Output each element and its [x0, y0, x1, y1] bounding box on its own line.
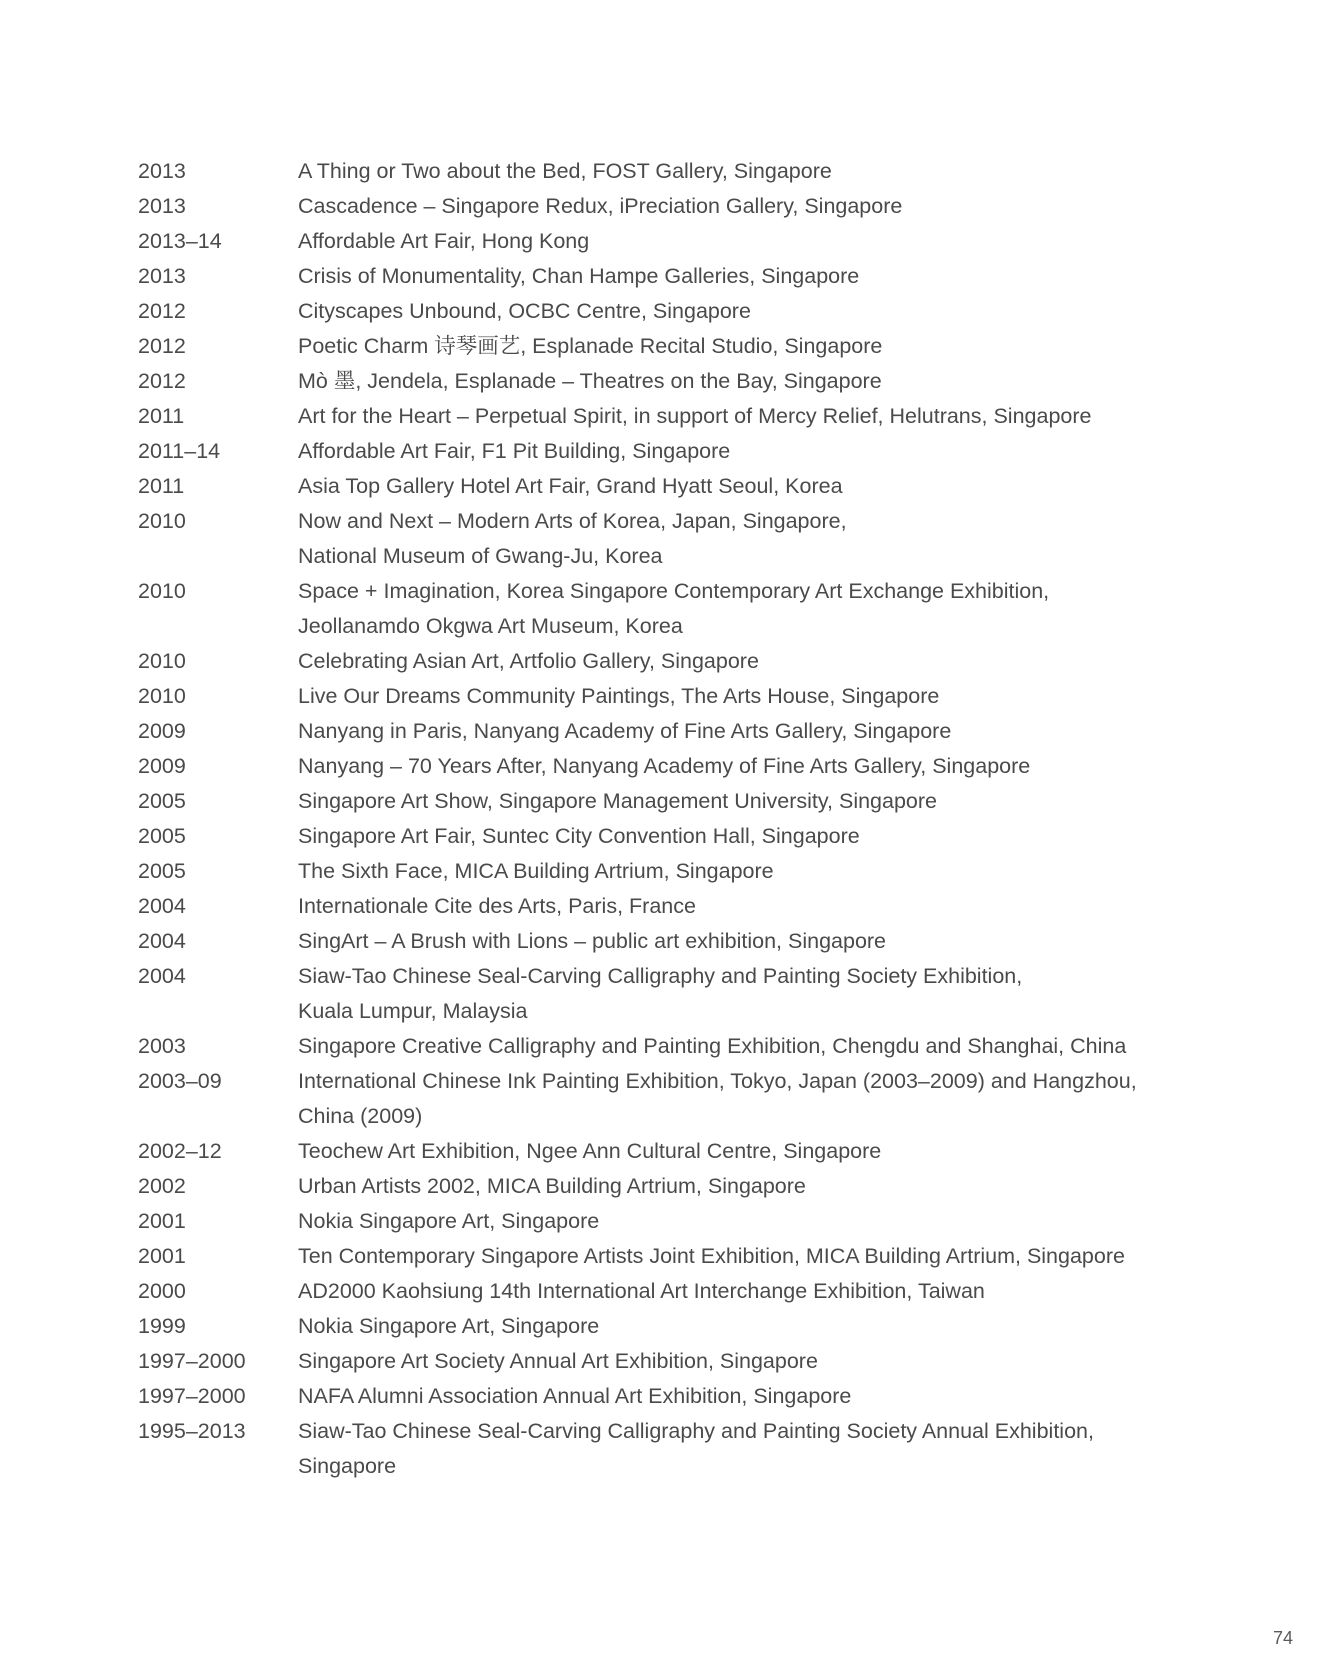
- exhibition-entry: [138, 784, 1198, 819]
- exhibition-description: Singapore Art Fair, Suntec City Convention Hall, Singapore: [298, 824, 860, 848]
- exhibition-description: Cityscapes Unbound, OCBC Centre, Singapore: [298, 299, 751, 323]
- exhibition-year: 2002–12: [138, 1139, 222, 1163]
- exhibition-description: Celebrating Asian Art, Artfolio Gallery, Singapore: [298, 649, 759, 673]
- exhibition-entry: [138, 854, 1198, 889]
- exhibition-description: Internationale Cite des Arts, Paris, France: [298, 894, 696, 918]
- exhibition-year: 1997–2000: [138, 1349, 246, 1373]
- exhibition-year: 2013–14: [138, 229, 222, 253]
- exhibition-description: A Thing or Two about the Bed, FOST Gallery, Singapore: [298, 159, 832, 183]
- exhibition-year: 2012: [138, 299, 186, 323]
- exhibition-year: 2010: [138, 579, 186, 603]
- exhibition-year: 2013: [138, 194, 186, 218]
- exhibition-entry: [138, 329, 1198, 364]
- exhibition-entry: [138, 1169, 1198, 1204]
- exhibition-description: Teochew Art Exhibition, Ngee Ann Cultural Centre, Singapore: [298, 1139, 882, 1163]
- exhibition-description: Cascadence – Singapore Redux, iPreciation Gallery, Singapore: [298, 194, 903, 218]
- exhibition-entry: [138, 889, 1198, 924]
- exhibition-year: 2013: [138, 159, 186, 183]
- exhibition-entry: [138, 1309, 1198, 1344]
- exhibition-year: 2011: [138, 474, 185, 498]
- exhibition-year: 2013: [138, 264, 186, 288]
- exhibition-entry: [138, 1239, 1198, 1274]
- exhibition-entry: [138, 1344, 1198, 1379]
- exhibition-entry: [138, 1029, 1198, 1064]
- exhibition-year: 2005: [138, 789, 186, 813]
- exhibition-year: 2004: [138, 929, 186, 953]
- exhibition-year: 2001: [138, 1209, 186, 1233]
- exhibition-description: Singapore Creative Calligraphy and Painting Exhibition, Chengdu and Shanghai, China: [298, 1034, 1127, 1058]
- exhibition-year: 2001: [138, 1244, 186, 1268]
- exhibition-description: AD2000 Kaohsiung 14th International Art Interchange Exhibition, Taiwan: [298, 1279, 985, 1303]
- exhibition-year: 2003: [138, 1034, 186, 1058]
- exhibition-description: Poetic Charm 诗琴画艺, Esplanade Recital Studio, Singapore: [298, 334, 883, 358]
- exhibition-year: 2010: [138, 509, 186, 533]
- exhibition-description: Siaw-Tao Chinese Seal-Carving Calligraphy and Painting Society Annual Exhibition, Singapore: [298, 1419, 1094, 1478]
- exhibition-description: Asia Top Gallery Hotel Art Fair, Grand Hyatt Seoul, Korea: [298, 474, 843, 498]
- exhibition-year: 1995–2013: [138, 1419, 246, 1443]
- exhibition-year: 2005: [138, 824, 186, 848]
- exhibition-year: 2012: [138, 334, 186, 358]
- exhibition-entry: [138, 959, 1198, 1029]
- exhibition-description: Space + Imagination, Korea Singapore Contemporary Art Exchange Exhibition, Jeollanamdo Okgwa Art Museum, Korea: [298, 579, 1050, 638]
- exhibition-description: Siaw-Tao Chinese Seal-Carving Calligraphy and Painting Society Exhibition, Kuala Lumpur, Malaysia: [298, 964, 1023, 1023]
- exhibition-year: 2003–09: [138, 1069, 222, 1093]
- exhibition-year: 2010: [138, 684, 186, 708]
- exhibition-description: Ten Contemporary Singapore Artists Joint Exhibition, MICA Building Artrium, Singapore: [298, 1244, 1125, 1268]
- exhibition-description: Art for the Heart – Perpetual Spirit, in support of Mercy Relief, Helutrans, Singapore: [298, 404, 1092, 428]
- exhibition-entry: [138, 504, 1198, 574]
- exhibition-description: International Chinese Ink Painting Exhibition, Tokyo, Japan (2003–2009) and Hangzhou, China (2009): [298, 1069, 1137, 1128]
- exhibition-entry: [138, 1379, 1198, 1414]
- exhibition-entry: [138, 749, 1198, 784]
- exhibition-entry: [138, 434, 1198, 469]
- exhibition-year: 2009: [138, 754, 186, 778]
- exhibition-entry: [138, 364, 1198, 399]
- exhibition-description: Nanyang – 70 Years After, Nanyang Academy of Fine Arts Gallery, Singapore: [298, 754, 1031, 778]
- exhibition-description: Nokia Singapore Art, Singapore: [298, 1314, 600, 1338]
- exhibition-description: Nanyang in Paris, Nanyang Academy of Fine Arts Gallery, Singapore: [298, 719, 952, 743]
- exhibition-year: 2002: [138, 1174, 186, 1198]
- page-number: 74: [1272, 1628, 1293, 1648]
- exhibition-entry: [138, 714, 1198, 749]
- exhibition-entry: [138, 644, 1198, 679]
- exhibition-year: 2010: [138, 649, 186, 673]
- exhibition-description: Affordable Art Fair, Hong Kong: [298, 229, 590, 253]
- exhibition-list: [138, 154, 1198, 1484]
- exhibition-description: Nokia Singapore Art, Singapore: [298, 1209, 600, 1233]
- exhibition-entry: [138, 1274, 1198, 1309]
- exhibition-entry: [138, 189, 1198, 224]
- exhibition-description: SingArt – A Brush with Lions – public art exhibition, Singapore: [298, 929, 887, 953]
- exhibition-entry: [138, 1134, 1198, 1169]
- exhibition-year: 2000: [138, 1279, 186, 1303]
- exhibition-entry: [138, 154, 1198, 189]
- exhibition-entry: [138, 469, 1198, 504]
- exhibition-entry: [138, 294, 1198, 329]
- exhibition-year: 2005: [138, 859, 186, 883]
- exhibition-year: 2009: [138, 719, 186, 743]
- exhibition-entry: [138, 224, 1198, 259]
- exhibition-entry: [138, 924, 1198, 959]
- exhibition-entry: [138, 1204, 1198, 1239]
- exhibition-year: 2011: [138, 404, 185, 428]
- exhibition-description: Live Our Dreams Community Paintings, The Arts House, Singapore: [298, 684, 940, 708]
- exhibition-year: 2011–14: [138, 439, 221, 463]
- exhibition-description: Now and Next – Modern Arts of Korea, Japan, Singapore, National Museum of Gwang-Ju, Korea: [298, 509, 847, 568]
- exhibition-entry: [138, 679, 1198, 714]
- exhibition-description: Mò 墨, Jendela, Esplanade – Theatres on the Bay, Singapore: [298, 369, 882, 393]
- exhibition-description: The Sixth Face, MICA Building Artrium, Singapore: [298, 859, 774, 883]
- exhibition-entry: [138, 1414, 1198, 1484]
- exhibition-description: Singapore Art Show, Singapore Management University, Singapore: [298, 789, 938, 813]
- exhibition-year: 2012: [138, 369, 186, 393]
- exhibition-description: NAFA Alumni Association Annual Art Exhibition, Singapore: [298, 1384, 852, 1408]
- exhibition-description: Urban Artists 2002, MICA Building Artrium, Singapore: [298, 1174, 806, 1198]
- exhibition-year: 2004: [138, 964, 186, 988]
- exhibition-description: Singapore Art Society Annual Art Exhibition, Singapore: [298, 1349, 818, 1373]
- exhibition-entry: [138, 1064, 1198, 1134]
- exhibition-entry: [138, 399, 1198, 434]
- exhibition-year: 1997–2000: [138, 1384, 246, 1408]
- exhibition-entry: [138, 574, 1198, 644]
- exhibition-description: Affordable Art Fair, F1 Pit Building, Singapore: [298, 439, 731, 463]
- exhibition-entry: [138, 819, 1198, 854]
- exhibition-entry: [138, 259, 1198, 294]
- exhibition-year: 2004: [138, 894, 186, 918]
- exhibition-year: 1999: [138, 1314, 186, 1338]
- exhibition-description: Crisis of Monumentality, Chan Hampe Galleries, Singapore: [298, 264, 860, 288]
